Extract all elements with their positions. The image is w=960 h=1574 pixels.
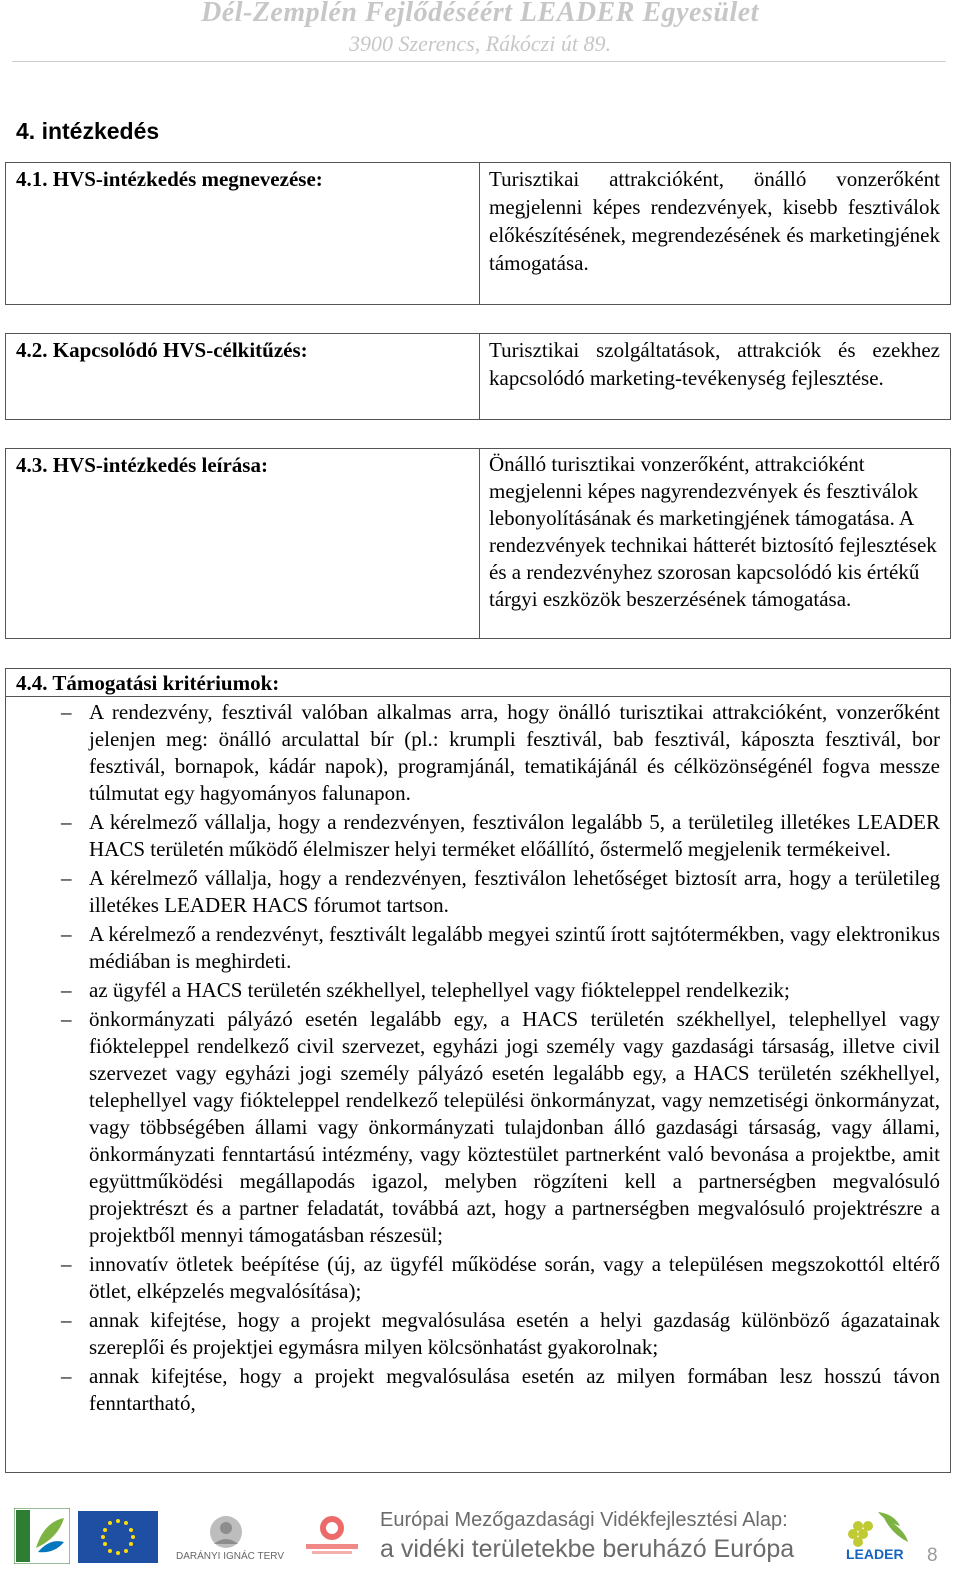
criteria-item: – A kérelmező vállalja, hogy a rendezvényen, fesztiválon lehetőséget biztosít arra, hogy a területileg illetékes LEADER HACS fórumot tartson.: [61, 866, 940, 917]
row-4-2: [5, 333, 951, 420]
criteria-item: – A kérelmező a rendezvényt, fesztivált legalább megyei szintű írott sajtótermékben, vagy elektronikus médiában is meghirdeti.: [61, 922, 940, 973]
eu-flag-icon: [78, 1511, 158, 1563]
row-value: Turisztikai szolgáltatások, attrakciók és ezekhez kapcsolódó marketing-tevékenység fejlesztése.: [489, 338, 940, 390]
row-label: 4.1. HVS-intézkedés megnevezése:: [16, 167, 323, 191]
footer-fund-line2: a vidéki területekbe beruházó Európa: [380, 1535, 795, 1563]
leader-logo-icon: [14, 1508, 70, 1564]
criteria-title-bar: [6, 669, 950, 697]
criteria-item: – A rendezvény, fesztivál valóban alkalmas arra, hogy önálló turisztikai attrakcióként, vonzerőként jelenjen meg: önálló arculattal bír (pl.: krumpli fesztivál, bab fesztivál, káposzta fesztivál, bor fesztivál, bornapok, kádár napok), programjánál, tematikájánál és célközönségénél fogva messze túlmutat egy hagyományos falunapon.: [61, 700, 940, 805]
row-divider: [479, 334, 480, 419]
criteria-title: 4.4. Támogatási kritériumok:: [16, 671, 280, 695]
row-value: Önálló turisztikai vonzerőként, attrakcióként megjelenni képes nagyrendezvények és fesztiválok lebonyolításának és marketingjének támogatása. A rendezvények technikai hátterét biztosító fejlesztések és a rendezvényhez szorosan kapcsolódó kis értékű tárgyi eszközök beszerzésének támogatása.: [489, 452, 937, 611]
row-label: 4.2. Kapcsolódó HVS-célkitűzés:: [16, 338, 308, 362]
footer-fund-line1: Európai Mezőgazdasági Vidékfejlesztési Alap:: [380, 1509, 788, 1531]
uj-magyarorszag-logo-icon: [302, 1510, 362, 1558]
daranyi-portrait-icon: [206, 1514, 246, 1550]
row-4-1: [5, 162, 951, 305]
section-title: 4. intézkedés: [16, 118, 160, 144]
criteria-item: – annak kifejtése, hogy a projekt megvalósulása esetén a helyi gazdaság különböző ágazatainak szereplői és projektjei egymásra milyen kölcsönhatást gyakorolnak;: [61, 1308, 940, 1359]
row-divider: [479, 163, 480, 304]
criteria-list: [6, 699, 950, 1419]
organization-name: Dél-Zemplén Fejlődéséért LEADER Egyesület: [201, 0, 759, 28]
organization-address: 3900 Szerencs, Rákóczi út 89.: [349, 31, 611, 56]
header-divider: [12, 61, 946, 62]
row-divider: [479, 449, 480, 638]
criteria-item: – az ügyfél a HACS területén székhellyel, telephellyel vagy fióktelеppel rendelkezik;: [61, 978, 790, 1002]
criteria-item: – innovatív ötletek beépítése (új, az ügyfél működése során, vagy a településen megszokottól eltérő ötlet, elképzelés megvalósítása);: [61, 1252, 940, 1303]
row-4-3: [5, 448, 951, 639]
row-label: 4.3. HVS-intézkedés leírása:: [16, 453, 268, 477]
criteria-box: [5, 668, 951, 1473]
leader-logo-label: LEADER: [846, 1546, 904, 1562]
daranyi-logo-text: DARÁNYI IGNÁC TERV: [176, 1551, 284, 1562]
row-value: Turisztikai attrakcióként, önálló vonzerőként megjelenni képes rendezvények, kisebb fesztiválok előkészítésének, megrendezésének és marketingjének támogatása.: [489, 167, 940, 275]
criteria-item: – önkormányzati pályázó esetén legalább egy, a HACS területén székhellyel, telephellyel vagy fiókteleppel rendelkező civil szervezet, egyházi jogi személy vagy gazdasági társaság, illetve civil szervezet vagy egyházi jogi személy pályázó esetén legalább egy, a HACS területén székhellyel, telephellyel vagy fiókteleppel rendelkező települési önkormányzat, vagy nemzetiségi önkormányzat, vagy többségében állami vagy önkormányzati tulajdonban álló gazdasági társaság, vagy állami, önkormányzati fenntartású intézmény, vagy köztestület partnerként való bevonása a projektbe, amit együttműködési megállapodás igazol, melyben rögzíteni kell a partnerségben megvalósuló projektrészt és a partner feladatát, továbbá azt, hogy a partnerségben megvalósuló projektrészre a projektből mennyi támogatásban részesül;: [61, 1007, 940, 1247]
criteria-item: – A kérelmező vállalja, hogy a rendezvényen, fesztiválon legalább 5, a területileg illetékes LEADER HACS területén működő élelmiszer helyi terméket előállító, őstermelő megjelenik termékeivel.: [61, 810, 940, 861]
criteria-item: – annak kifejtése, hogy a projekt megvalósulása esetén az milyen formában lesz hosszú távon fenntartható,: [61, 1364, 940, 1415]
page-number: 8: [927, 1545, 938, 1566]
